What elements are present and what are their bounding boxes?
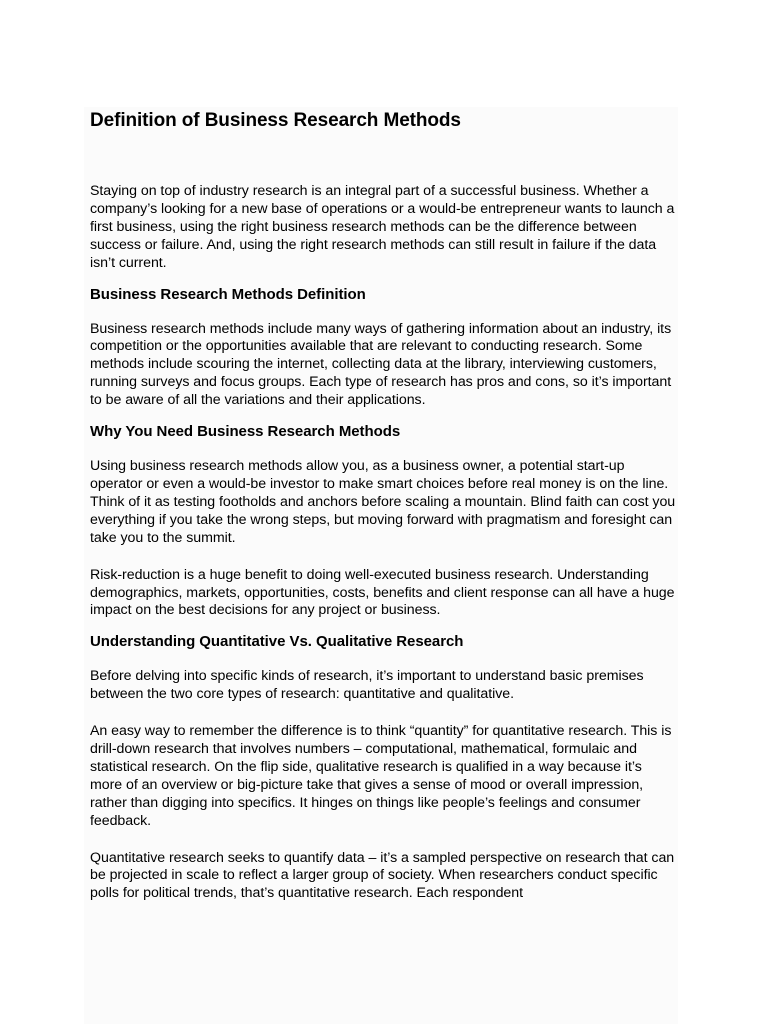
paragraph-why-1: Using business research methods allow you, as a business owner, a potential start-up operator or even a would-be investor to make smart choices before real money is on the line. Think of it as testing footholds and anchors before scaling a mountain. Blind faith can cost you everything if you take the wrong steps, but moving forward with pragmatism and foresight can take you to the summit. <box>90 458 676 546</box>
section-heading-definition: Business Research Methods Definition <box>90 285 366 303</box>
paragraph-quant-qual-1: Before delving into specific kinds of research, it’s important to understand basic premises between the two core types of research: quantitative and qualitative. <box>90 668 644 703</box>
paragraph-quant-qual-3: Quantitative research seeks to quantify data – it’s a sampled perspective on research that can be projected in scale to reflect a larger group of society. When researchers conduct specific polls for political trends, that’s quantitative research. Each respondent <box>90 849 675 902</box>
page-title: Definition of Business Research Methods <box>90 110 461 131</box>
intro-paragraph: Staying on top of industry research is an integral part of a successful business. Whether a company’s looking for a new base of operations or a would-be entrepreneur wants to launch a first business, using the right business research methods can be the difference between success or failure. And, using the right research methods can still result in failure if the data isn’t current. <box>90 183 675 271</box>
paragraph-why-2: Risk-reduction is a huge benefit to doing well-executed business research. Understanding demographics, markets, opportunities, costs, benefits and client response can all have a huge impact on the best decisions for any project or business. <box>90 566 675 619</box>
document-content <box>84 107 678 1024</box>
paragraph-definition: Business research methods include many ways of gathering information about an industry, its competition or the opportunities available that are relevant to conducting research. Some methods include scouring the internet, collecting data at the library, interviewing customers, running surveys and focus groups. Each type of research has pros and cons, so it’s important to be aware of all the variations and their applications. <box>90 320 672 409</box>
paragraph-quant-qual-2: An easy way to remember the difference is to think “quantity” for quantitative research. This is drill-down research that involves numbers – computational, mathematical, formulaic and statistical research. On the flip side, qualitative research is qualified in a way because it’s more of an overview or big-picture take that gives a sense of mood or overall impression, rather than digging into specifics. It hinges on things like people’s feelings and consumer feedback. <box>90 723 672 829</box>
section-heading-quant-qual: Understanding Quantitative Vs. Qualitative Research <box>90 633 464 651</box>
section-heading-why: Why You Need Business Research Methods <box>90 423 401 441</box>
